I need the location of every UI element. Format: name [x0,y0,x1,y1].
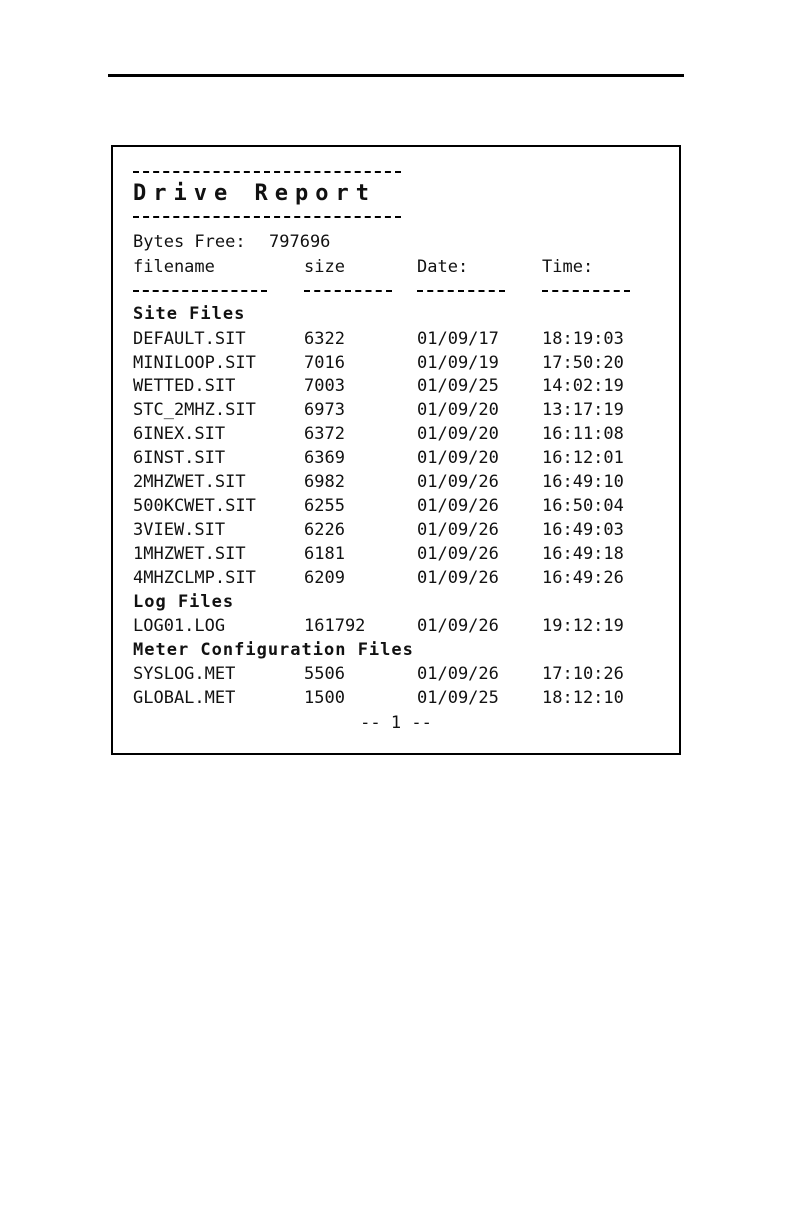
file-time: 16:11:08 [542,424,624,444]
file-date: 01/09/26 [417,496,499,516]
file-name: 3VIEW.SIT [133,520,226,540]
file-size: 6973 [304,400,345,420]
file-size: 6369 [304,448,345,468]
file-size: 6226 [304,520,345,540]
file-name: 1MHZWET.SIT [133,544,246,564]
file-date: 01/09/20 [417,448,499,468]
file-date: 01/09/26 [417,568,499,588]
header-filename: filename [133,257,215,277]
file-size: 6982 [304,472,345,492]
site-files-heading: Site Files [133,304,246,324]
file-row [0,518,792,542]
file-date: 01/09/26 [417,544,499,564]
header-time: Time: [542,257,594,277]
file-time: 18:19:03 [542,329,624,349]
column-headers [0,255,792,279]
file-date: 01/09/26 [417,664,499,684]
file-date: 01/09/26 [417,616,499,636]
file-name: MINILOOP.SIT [133,353,256,373]
file-name: LOG01.LOG [133,616,226,636]
file-row [0,566,792,590]
file-row [0,351,792,375]
file-date: 01/09/26 [417,472,499,492]
file-time: 16:50:04 [542,496,624,516]
file-size: 5506 [304,664,345,684]
file-row [0,327,792,351]
page-top-rule [108,74,684,77]
file-time: 16:49:18 [542,544,624,564]
file-name: STC_2MHZ.SIT [133,400,256,420]
file-date: 01/09/25 [417,688,499,708]
file-row [0,374,792,398]
file-row [0,662,792,686]
size-column-rule [304,290,392,292]
file-name: GLOBAL.MET [133,688,236,708]
bytes-free-line [0,230,792,254]
file-time: 16:49:26 [542,568,624,588]
file-row [0,686,792,710]
file-date: 01/09/20 [417,400,499,420]
file-name: 2MHZWET.SIT [133,472,246,492]
file-time: 16:49:10 [542,472,624,492]
title-rule-top [133,171,401,173]
file-date: 01/09/25 [417,376,499,396]
header-size: size [304,257,345,277]
log-files-heading: Log Files [133,592,235,612]
file-size: 6209 [304,568,345,588]
file-name: 4MHZCLMP.SIT [133,568,256,588]
file-size: 6255 [304,496,345,516]
file-time: 16:49:03 [542,520,624,540]
file-row [0,614,792,638]
title-rule-bottom [133,216,401,218]
file-date: 01/09/20 [417,424,499,444]
file-row [0,470,792,494]
date-column-rule [417,290,505,292]
file-time: 18:12:10 [542,688,624,708]
file-size: 6181 [304,544,345,564]
bytes-free-label: Bytes Free: [133,232,246,252]
file-size: 7003 [304,376,345,396]
file-time: 19:12:19 [542,616,624,636]
file-name: 500KCWET.SIT [133,496,256,516]
file-date: 01/09/26 [417,520,499,540]
file-size: 1500 [304,688,345,708]
file-time: 14:02:19 [542,376,624,396]
file-date: 01/09/17 [417,329,499,349]
file-name: 6INEX.SIT [133,424,226,444]
file-date: 01/09/19 [417,353,499,373]
file-time: 17:50:20 [542,353,624,373]
meter-configuration-files-heading: Meter Configuration Files [133,640,414,660]
header-date: Date: [417,257,469,277]
file-size: 6372 [304,424,345,444]
file-name: SYSLOG.MET [133,664,236,684]
file-row [0,542,792,566]
file-name: WETTED.SIT [133,376,236,396]
file-size: 161792 [304,616,366,636]
file-size: 6322 [304,329,345,349]
file-time: 13:17:19 [542,400,624,420]
file-row [0,494,792,518]
bytes-free-value: 797696 [269,232,331,252]
time-column-rule [542,290,630,292]
file-name: DEFAULT.SIT [133,329,246,349]
file-row [0,422,792,446]
filename-column-rule [133,290,267,292]
file-time: 17:10:26 [542,664,624,684]
file-size: 7016 [304,353,345,373]
page-number-marker: -- 1 -- [360,713,432,733]
file-row [0,446,792,470]
file-row [0,398,792,422]
file-time: 16:12:01 [542,448,624,468]
file-name: 6INST.SIT [133,448,226,468]
report-title: Drive Report [133,181,376,206]
